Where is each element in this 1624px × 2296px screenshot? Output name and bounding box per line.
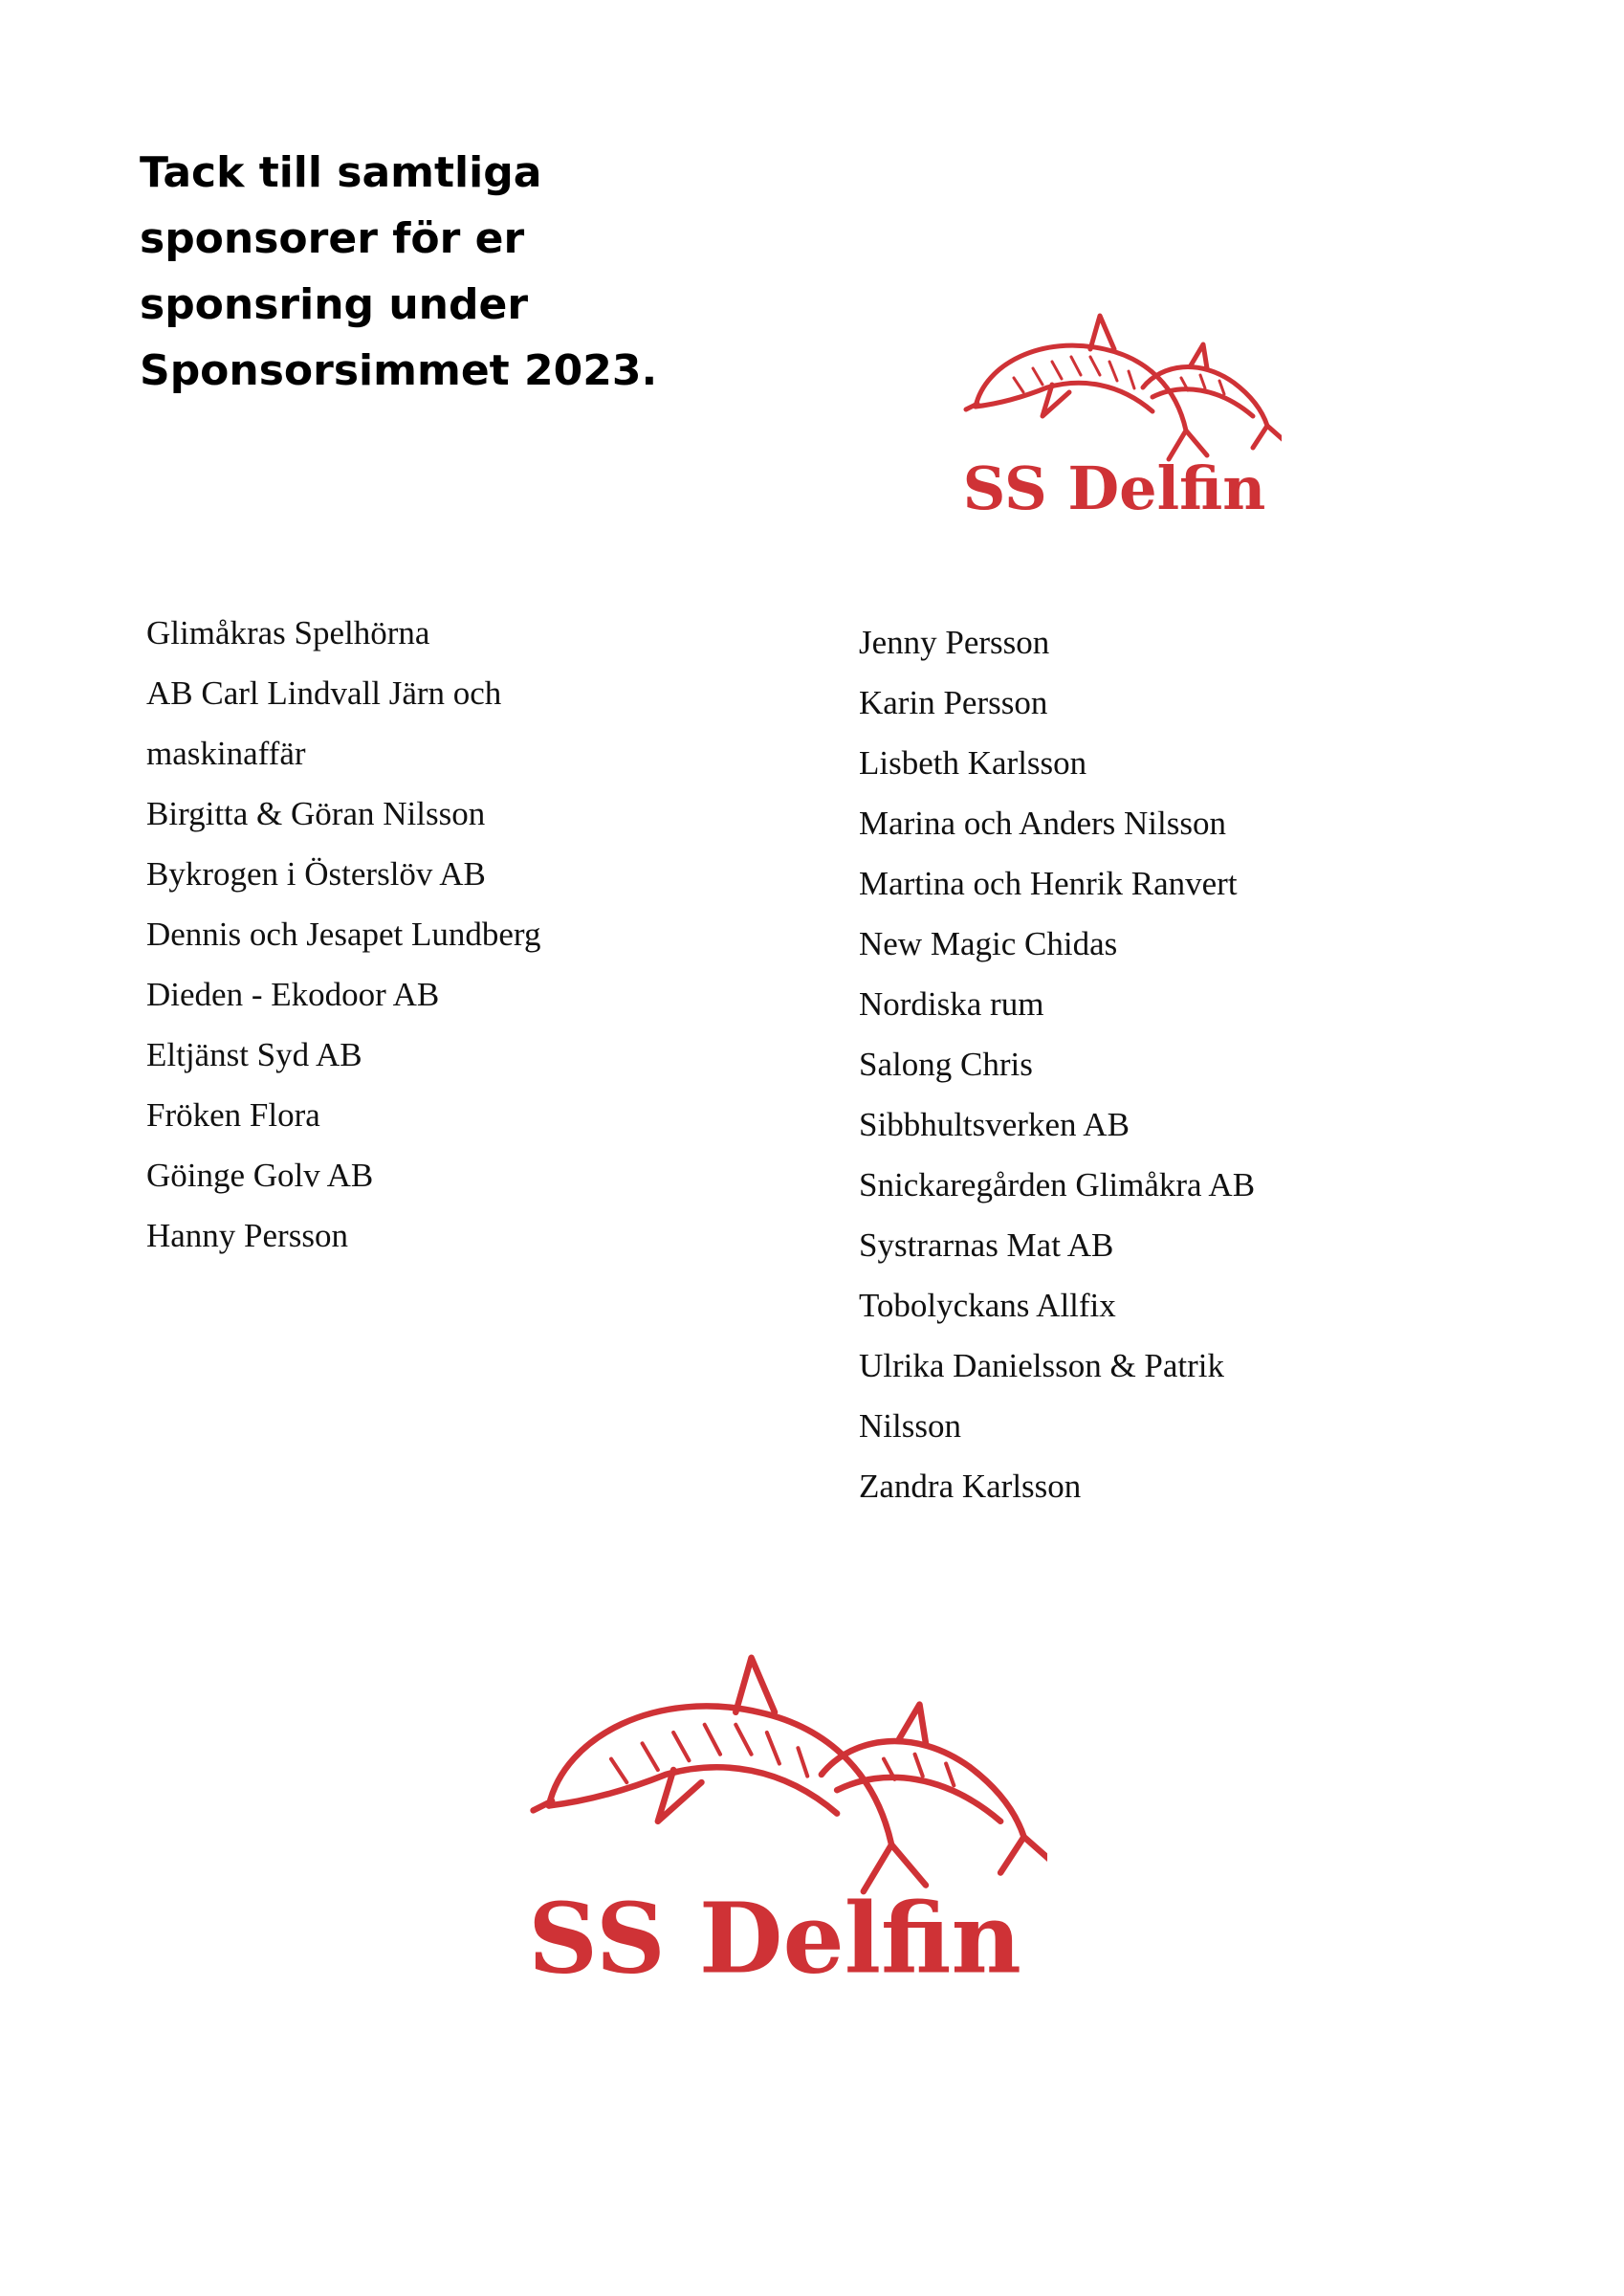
list-item: Tobolyckans Allfix (859, 1287, 1116, 1324)
dolphins-icon (947, 297, 1282, 517)
list-item: Bykrogen i Österslöv AB (146, 855, 486, 893)
list-item: Systrarnas Mat AB (859, 1226, 1114, 1264)
list-item: New Magic Chidas (859, 925, 1118, 962)
ss-delfin-logo-small (947, 297, 1282, 517)
heading-line: Tack till samtliga (140, 148, 542, 197)
heading-line: Sponsorsimmet 2023. (140, 346, 658, 395)
list-item: Birgitta & Göran Nilsson (146, 795, 486, 832)
list-item: Karin Persson (859, 684, 1048, 721)
list-item: Zandra Karlsson (859, 1468, 1082, 1505)
page-heading (140, 140, 733, 404)
list-item: Salong Chris (859, 1046, 1033, 1083)
list-item: Hanny Persson (146, 1217, 348, 1254)
logo-text: SS Delfin (962, 453, 1266, 517)
list-item: Eltjänst Syd AB (146, 1036, 362, 1073)
list-item: Sibbhultsverken AB (859, 1106, 1130, 1143)
ss-delfin-logo-large (502, 1626, 1047, 1985)
list-item: Marina och Anders Nilsson (859, 805, 1226, 842)
logo-text: SS Delfin (528, 1881, 1021, 1985)
list-item: Ulrika Danielsson & Patrik (859, 1347, 1225, 1384)
list-item: Göinge Golv AB (146, 1157, 374, 1194)
list-item: Snickaregården Glimåkra AB (859, 1166, 1256, 1203)
sponsor-list-left (146, 603, 739, 1266)
list-item: Nilsson (859, 1407, 961, 1445)
list-item: Dennis och Jesapet Lundberg (146, 916, 541, 953)
list-item: Glimåkras Spelhörna (146, 614, 430, 651)
list-item: Jenny Persson (859, 624, 1050, 661)
list-item: Nordiska rum (859, 985, 1044, 1023)
list-item: Martina och Henrik Ranvert (859, 865, 1238, 902)
list-item: Dieden - Ekodoor AB (146, 976, 440, 1013)
list-item: AB Carl Lindvall Järn och (146, 674, 502, 712)
heading-line: sponsring under (140, 280, 529, 329)
list-item: Fröken Flora (146, 1096, 320, 1134)
list-item: Lisbeth Karlsson (859, 744, 1087, 782)
list-item: maskinaffär (146, 735, 306, 772)
heading-line: sponsorer för er (140, 214, 525, 263)
sponsor-list-right (859, 612, 1452, 1516)
dolphins-icon (502, 1626, 1047, 1985)
